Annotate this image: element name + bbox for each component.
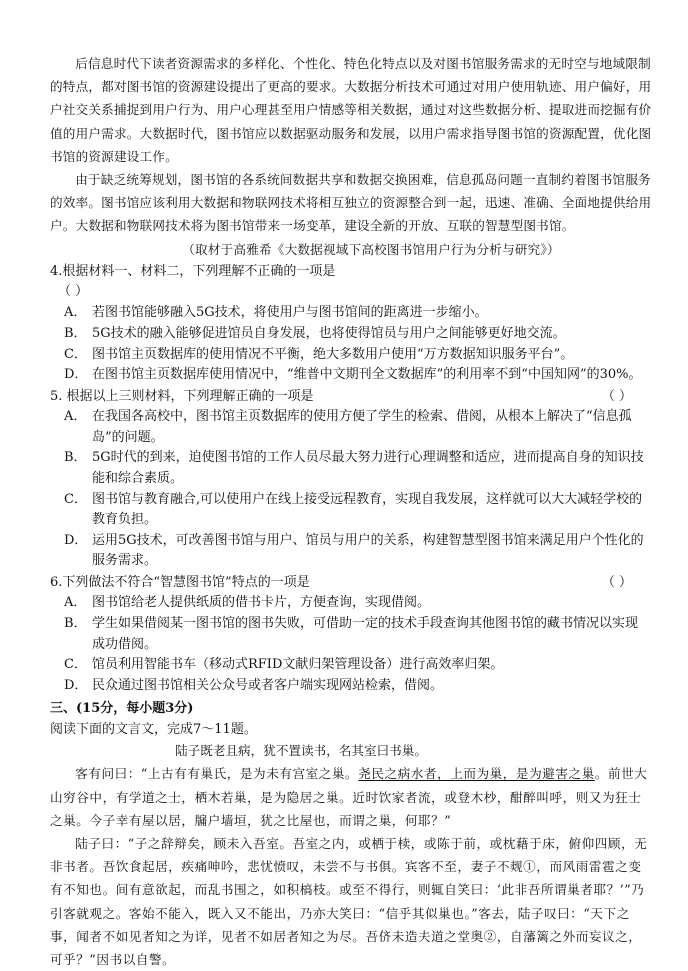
question-4-option-c: C． 图书馆主页数据库的使用情况不平衡，绝大多数用户使用“万方数据知识服务平台”。: [64, 346, 574, 362]
question-4-stem-row: [50, 261, 652, 283]
question-4-option-d: D． 在图书馆主页数据库使用情况中，“维普中文期刊全文数据库”的利用率不到“中国知网”的30%。: [64, 367, 642, 383]
question-5-stem: 5. 根据以上三则材料，下列理解正确的一项是: [50, 388, 314, 404]
question-5-stem-row: [50, 386, 652, 408]
question-6-answer-bracket: （ ）: [601, 574, 632, 590]
question-5-option-c: C． 图书馆与教育融合,可以使用户在线上接受远程教育，实现自我发展，这样就可以大大减轻学校的教育负担。: [64, 491, 643, 528]
question-6-stem-row: [50, 572, 652, 594]
question-5-option-a: A． 在我国各高校中，图书馆主页数据库的使用方便了学生的检索、借阅，从根本上解决了“信息孤岛”的问题。: [64, 409, 632, 445]
question-5-answer-bracket: （ ）: [601, 388, 632, 404]
section-3-heading: 三、(15分，每小题3分): [50, 701, 194, 717]
question-4-answer-bracket: （ ）: [58, 284, 89, 300]
material-citation: （取材于高雅希《大数据视域下高校图书馆用户行为分析与研究》）: [182, 241, 560, 257]
question-4-option-a: A． 若图书馆能够融入5G技术，将使用户与图书馆间的距离进一步缩小。: [64, 305, 488, 321]
question-4: [50, 261, 652, 386]
classical-text-title: 陆子既老且病，犹不置读书，名其室曰书巢。: [175, 743, 427, 759]
question-6-option-d: D． 民众通过图书馆相关公众号或者客户端实现网站检索，借阅。: [64, 677, 444, 693]
question-6-option-b: B． 学生如果借阅某一图书馆的图书失败，可借助一定的技术手段查询其他图书馆的藏书情况以实现成功借阅。: [64, 616, 639, 652]
question-4-stem: 4.根据材料一、材料二，下列理解不正确的一项是: [50, 263, 336, 279]
question-6-stem: 6.下列做法不符合“智慧图书馆”特点的一项是: [50, 574, 310, 590]
underlined-sentence: 尧民之病水者，上而为巢，是为避害之巢: [358, 766, 595, 782]
question-5-option-d: D． 运用5G技术，可改善图书馆与用户、馆员与用户的关系，构建智慧型图书馆来满足用户个性化的服务需求。: [64, 532, 644, 569]
classical-text-paragraph-1: 客有问曰：“上古有有巢氏，是为未有宫室之巢。尧民之病水者，上而为巢，是为避害之巢。前世大山穷谷中，有学道之士，栖木若巢，是为隐居之巢。近时饮家者流，或登木杪，酣醉叫呼，则又为狂士之巢。今子幸有屋以居，牖户墙垣，犹之比屋也，而谓之巢，何耶？”: [50, 766, 648, 828]
question-5-option-b: B． 5G时代的到来，迫使图书馆的工作人员尽最大努力进行心理调整和适应，进而提高自身的知识技能和综合素质。: [64, 450, 644, 486]
material-paragraph-2: 由于缺乏统筹规划，图书馆的各系统间数据共享和数据交换困难，信息孤岛问题一直制约着图书馆服务的效率。图书馆应该利用大数据和物联网技术将相互独立的资源整合到一起，迅速、准确、全面地提供给用户。大数据和物联网技术将为图书馆带来一场变革，建设全新的开放、互联的智慧型图书馆。: [50, 172, 652, 234]
classical-text-paragraph-2: 陆子曰：“子之辞辩矣，顾未入吾室。吾室之内，或栖于椟，或陈于前，或枕藉于床，俯仰四顾，无非书者。吾饮食起居，疾痛呻吟，悲忧愤叹，未尝不与书俱。宾客不至，妻子不觌①，而风雨雷雹之变有不知也。间有意欲起，而乱书围之，如积槁枝。或至不得行，则辄自笑曰：‘此非吾所谓巢者耶？’”乃引客就观之。客始不能入，既入又不能出，乃亦大笑曰：“信乎其似巢也。”客去，陆子叹曰：“天下之事，闻者不如见者知之为详，见者不如居者知之为尽。吾侪未造夫道之堂奥②，自藩篱之外而妄议之，可乎？”因书以自警。: [50, 836, 648, 968]
question-6-option-c: C． 馆员利用智能书车（移动式RFID文献归架管理设备）进行高效率归架。: [64, 657, 504, 673]
section-3-instruction: 阅读下面的文言文，完成7～11题。: [50, 722, 257, 738]
question-6-option-a: A． 图书馆给老人提供纸质的借书卡片，方便查询，实现借阅。: [64, 595, 431, 611]
question-5: [50, 386, 652, 572]
question-6: [50, 572, 652, 696]
material-paragraph-1: 后信息时代下读者资源需求的多样化、个性化、特色化特点以及对图书馆服务需求的无时空与地域限制的特点，都对图书馆的资源建设提出了更高的要求。大数据分析技术可通过对用户使用轨迹、用户偏好，用户社交关系捕捉到用户行为、用户心理甚至用户情感等相关数据，通过对这些数据分析、提取进而挖掘有价值的用户需求。大数据时代，图书馆应以数据驱动服务和发展，以用户需求指导图书馆的资源配置，优化图书馆的资源建设工作。: [50, 56, 652, 164]
question-4-option-b: B． 5G技术的融入能够促进馆员自身发展，也将使得馆员与用户之间能够更好地交流。: [64, 325, 566, 341]
